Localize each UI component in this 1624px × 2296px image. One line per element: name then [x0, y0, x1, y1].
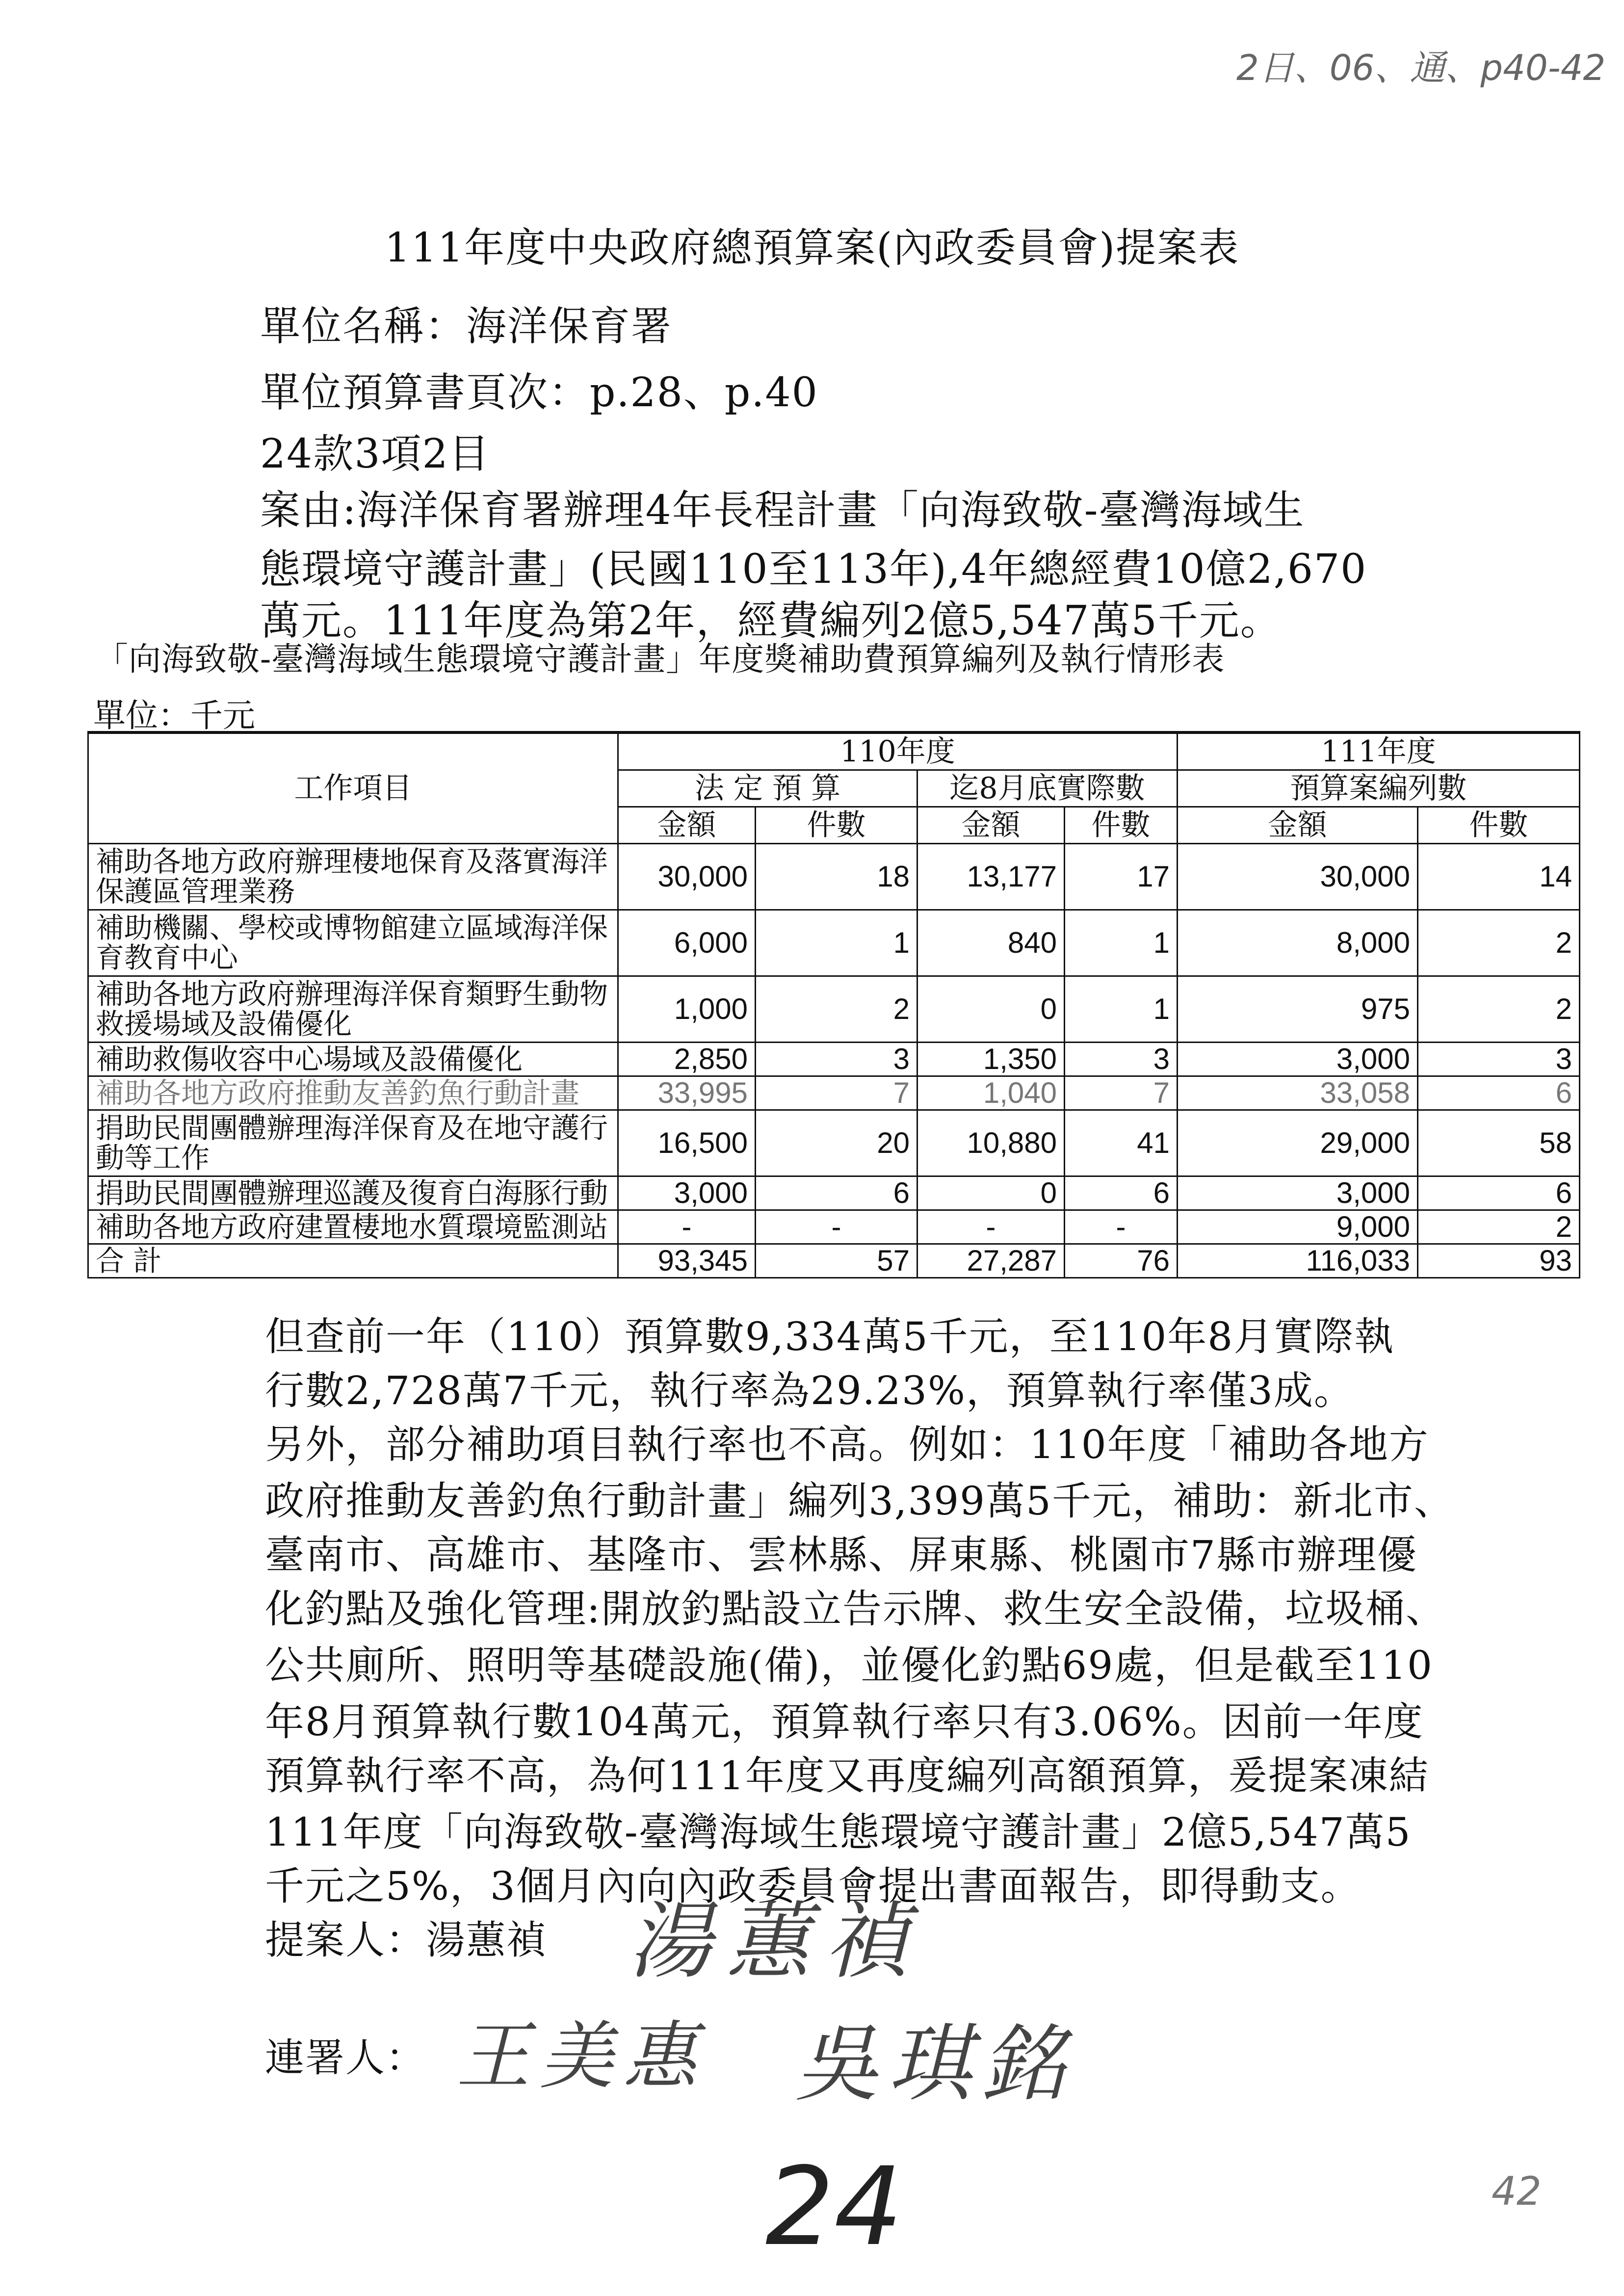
cell-value: 2	[1418, 976, 1580, 1043]
page-number: 24	[765, 2144, 903, 2270]
page-title: 111年度中央政府總預算案(內政委員會)提案表	[384, 225, 1240, 271]
cell-value: 27,287	[917, 1244, 1065, 1278]
cell-value: 1	[756, 910, 917, 976]
body-line: 另外，部分補助項目執行率也不高。例如：110年度「補助各地方	[265, 1422, 1429, 1467]
cell-value: 93,345	[618, 1244, 756, 1278]
cell-value: 9,000	[1178, 1210, 1418, 1244]
header-legal-budget: 法 定 預 算	[618, 770, 917, 807]
cell-item: 合 計	[88, 1244, 618, 1278]
table-title: 「向海致敬-臺灣海域生態環境守護計畫」年度獎補助費預算編列及執行情形表	[96, 640, 1225, 678]
cell-value: 6,000	[618, 910, 756, 976]
body-line: 但查前一年（110）預算數9,334萬5千元，至110年8月實際執	[265, 1314, 1395, 1359]
header-actual-aug: 迄8月底實際數	[917, 770, 1178, 807]
cell-value: 1,000	[618, 976, 756, 1043]
case-line: 案由:海洋保育署辦理4年長程計畫「向海致敬-臺灣海域生	[260, 487, 1305, 534]
cell-value: -	[618, 1210, 756, 1244]
cell-value: -	[1065, 1210, 1178, 1244]
handwritten-note: 2日、06、通、p40-42	[1236, 47, 1606, 88]
header-count: 件數	[1065, 807, 1178, 844]
body-line: 化釣點及強化管理:開放釣點設立告示牌、救生安全設備，垃圾桶、	[265, 1586, 1446, 1632]
proposer-label: 提案人：湯蕙禎	[265, 1917, 547, 1963]
header-year-110: 110年度	[618, 732, 1178, 770]
cell-value: 17	[1065, 844, 1178, 910]
cell-value: 1	[1065, 910, 1178, 976]
header-item: 工作項目	[88, 732, 618, 844]
table-row	[88, 1110, 1580, 1176]
cell-item: 補助各地方政府辦理海洋保育類野生動物救援場域及設備優化	[88, 976, 618, 1043]
cell-value: 33,058	[1178, 1076, 1418, 1110]
cell-value: 0	[917, 1176, 1065, 1210]
cosigner-signature: 王美惠	[456, 2014, 707, 2099]
cell-value: 3,000	[1178, 1043, 1418, 1076]
header-year-111: 111年度	[1178, 732, 1580, 770]
cell-value: 33,995	[618, 1076, 756, 1110]
cell-value: 975	[1178, 976, 1418, 1043]
cell-value: 2	[1418, 910, 1580, 976]
body-line: 預算執行率不高，為何111年度又再度編列高額預算，爰提案凍結	[265, 1753, 1429, 1799]
cell-value: 6	[1418, 1176, 1580, 1210]
table-row	[88, 910, 1580, 976]
cosigner-label: 連署人：	[265, 2035, 426, 2081]
cell-value: 3	[1065, 1043, 1178, 1076]
cell-value: 1,350	[917, 1043, 1065, 1076]
cell-value: 840	[917, 910, 1065, 976]
cell-value: 57	[756, 1244, 917, 1278]
body-line: 年8月預算執行數104萬元，預算執行率只有3.06%。因前一年度	[265, 1699, 1424, 1745]
cell-value: 29,000	[1178, 1110, 1418, 1176]
cell-value: 10,880	[917, 1110, 1065, 1176]
cell-value: 3	[756, 1043, 917, 1076]
cell-value: 16,500	[618, 1110, 756, 1176]
budget-pages: 單位預算書頁次：p.28、p.40	[260, 369, 818, 416]
cell-value: 2	[1418, 1210, 1580, 1244]
cell-value: 6	[756, 1176, 917, 1210]
cell-value: 8,000	[1178, 910, 1418, 976]
table-unit: 單位：千元	[93, 697, 255, 734]
case-line: 萬元。111年度為第2年，經費編列2億5,547萬5千元。	[260, 598, 1282, 644]
cell-item: 補助各地方政府建置棲地水質環境監測站	[88, 1210, 618, 1244]
subsidy-table	[87, 731, 1580, 1278]
cell-value: 3,000	[1178, 1176, 1418, 1210]
table-row	[88, 844, 1580, 910]
cell-item: 捐助民間團體辦理巡護及復育白海豚行動	[88, 1176, 618, 1210]
unit-name: 單位名稱：海洋保育署	[260, 303, 673, 350]
body-line: 政府推動友善釣魚行動計畫」編列3,399萬5千元，補助：新北市、	[265, 1478, 1454, 1524]
cell-value: 7	[756, 1076, 917, 1110]
table-row	[88, 1076, 1580, 1110]
cell-value: 93	[1418, 1244, 1580, 1278]
cell-value: 0	[917, 976, 1065, 1043]
cell-item: 補助機關、學校或博物館建立區域海洋保育教育中心	[88, 910, 618, 976]
cell-item: 補助各地方政府推動友善釣魚行動計畫	[88, 1076, 618, 1110]
cell-value: 6	[1065, 1176, 1178, 1210]
header-count: 件數	[1418, 807, 1580, 844]
cell-value: 3	[1418, 1043, 1580, 1076]
cell-value: 30,000	[1178, 844, 1418, 910]
table-row	[88, 1176, 1580, 1210]
cell-item: 捐助民間團體辦理海洋保育及在地守護行動等工作	[88, 1110, 618, 1176]
cell-value: 76	[1065, 1244, 1178, 1278]
cell-value: 18	[756, 844, 917, 910]
cell-value: 41	[1065, 1110, 1178, 1176]
header-amount: 金額	[1178, 807, 1418, 844]
cosigner-signature: 吳琪銘	[795, 2016, 1075, 2113]
cell-value: 20	[756, 1110, 917, 1176]
cell-value: 7	[1065, 1076, 1178, 1110]
corner-mark: 42	[1492, 2168, 1542, 2214]
header-budget-proposal: 預算案編列數	[1178, 770, 1580, 807]
header-amount: 金額	[917, 807, 1065, 844]
cell-value: 2	[756, 976, 917, 1043]
budget-code: 24款3項2目	[260, 431, 490, 477]
header-amount: 金額	[618, 807, 756, 844]
cell-value: 58	[1418, 1110, 1580, 1176]
header-count: 件數	[756, 807, 917, 844]
cell-item: 補助救傷收容中心場域及設備優化	[88, 1043, 618, 1076]
cell-item: 補助各地方政府辦理棲地保育及落實海洋保護區管理業務	[88, 844, 618, 910]
table-row	[88, 1043, 1580, 1076]
table-row	[88, 1210, 1580, 1244]
cell-value: 116,033	[1178, 1244, 1418, 1278]
cell-value: 3,000	[618, 1176, 756, 1210]
proposer-signature: 湯蕙禎	[628, 1893, 923, 1990]
table-row	[88, 1244, 1580, 1278]
cell-value: -	[917, 1210, 1065, 1244]
cell-value: 1	[1065, 976, 1178, 1043]
cell-value: 13,177	[917, 844, 1065, 910]
cell-value: -	[756, 1210, 917, 1244]
body-line: 公共廁所、照明等基礎設施(備)，並優化釣點69處，但是截至110	[265, 1643, 1433, 1688]
cell-value: 6	[1418, 1076, 1580, 1110]
body-line: 千元之5%，3個月內向內政委員會提出書面報告，即得動支。	[265, 1863, 1361, 1909]
body-line: 臺南市、高雄市、基隆市、雲林縣、屏東縣、桃園市7縣市辦理優	[265, 1532, 1417, 1578]
cell-value: 30,000	[618, 844, 756, 910]
table-row	[88, 976, 1580, 1043]
body-line: 111年度「向海致敬-臺灣海域生態環境守護計畫」2億5,547萬5	[265, 1809, 1412, 1855]
cell-value: 2,850	[618, 1043, 756, 1076]
cell-value: 14	[1418, 844, 1580, 910]
case-line: 態環境守護計畫」(民國110至113年),4年總經費10億2,670	[260, 546, 1367, 593]
cell-value: 1,040	[917, 1076, 1065, 1110]
body-line: 行數2,728萬7千元，執行率為29.23%，預算執行率僅3成。	[265, 1368, 1354, 1413]
